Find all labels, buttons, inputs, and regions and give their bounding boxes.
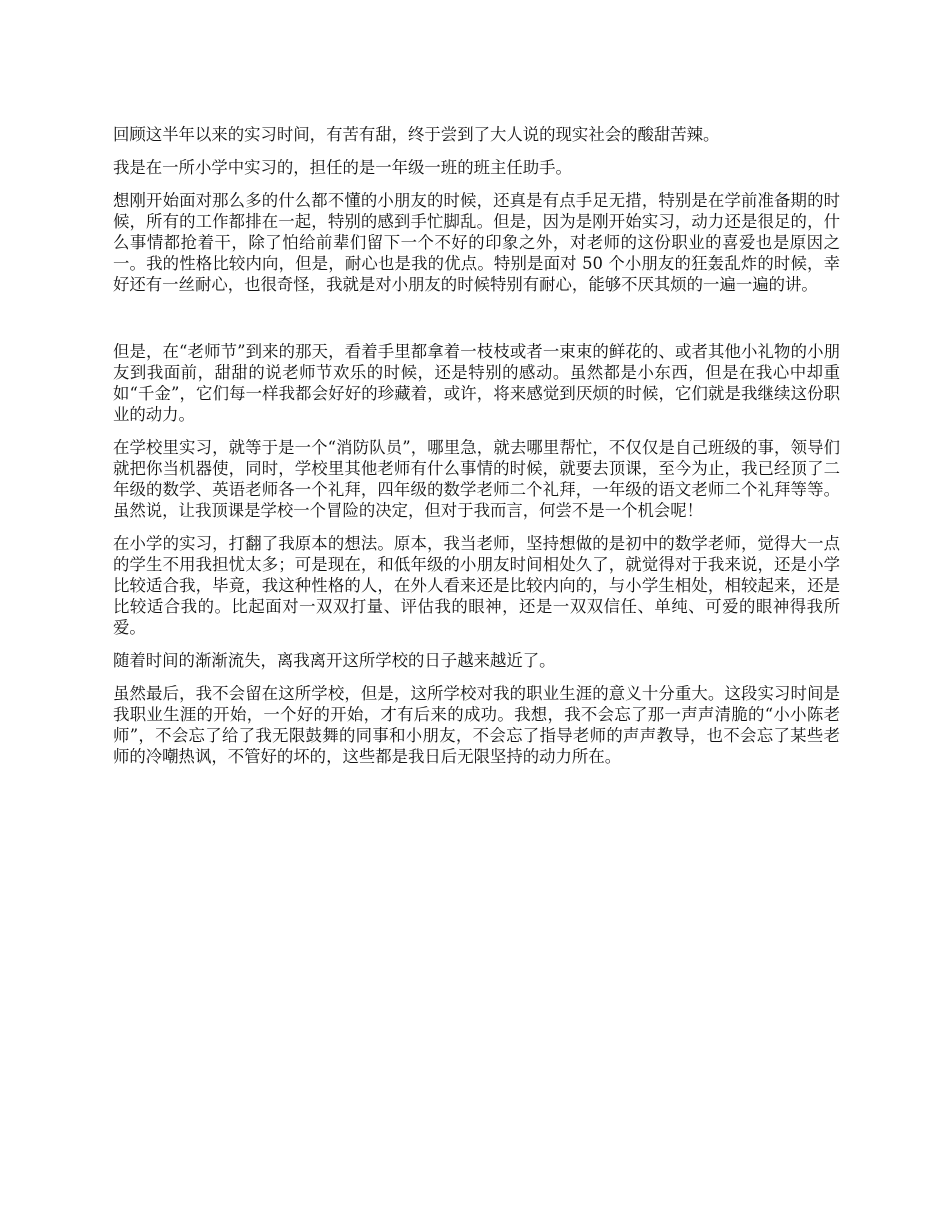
paragraph-conclusion: 虽然最后，我不会留在这所学校，但是，这所学校对我的职业生涯的意义十分重大。这段实习时间是我职业生涯的开始，一个好的开始，才有后来的成功。我想，我不会忘了那一声声清脆的“小小陈老师”，不会忘了给了我无限鼓舞的同事和小朋友，不会忘了指导老师的声声教导，也不会忘了某些老师的冷嘲热讽，不管好的坏的，这些都是我日后无限坚持的动力所在。 bbox=[113, 684, 840, 766]
paragraph-teachers-day: 但是，在“老师节”到来的那天，看着手里都拿着一枝枝或者一束束的鲜花的、或者其他小礼物的小朋友到我面前，甜甜的说老师节欢乐的时候，还是特别的感动。虽然都是小东西，但是在我心中却重如“千金”，它们每一样我都会好好的珍藏着，或许，将来感觉到厌烦的时候，它们就是我继续这份职业的动力。 bbox=[113, 342, 840, 424]
paragraph-intro: 回顾这半年以来的实习时间，有苦有甜，终于尝到了大人说的现实社会的酸甜苦辣。 bbox=[113, 125, 720, 144]
paragraph-spacer bbox=[113, 307, 840, 341]
paragraph-beginning: 想刚开始面对那么多的什么都不懂的小朋友的时候，还真是有点手足无措，特别是在学前准备期的时候，所有的工作都排在一起，特别的感到手忙脚乱。但是，因为是刚开始实习，动力还是很足的，什么事情都抢着干，除了怕给前辈们留下一个不好的印象之外，对老师的这份职业的喜爱也是原因之一。我的性格比较内向，但是，耐心也是我的优点。特别是面对 50 个小朋友的狂轰乱炸的时候，幸好还有一丝耐心，也很奇怪，我就是对小朋友的时候特别有耐心，能够不厌其烦的一遍一遍的讲。 bbox=[113, 191, 840, 294]
paragraph-school: 我是在一所小学中实习的，担任的是一年级一班的班主任助手。 bbox=[113, 158, 572, 177]
paragraph-substitute-teaching: 在学校里实习，就等于是一个“消防队员”，哪里急，就去哪里帮忙，不仅仅是自己班级的事，领导们就把你当机器使，同时，学校里其他老师有什么事情的时候，就要去顶课，至今为止，我已经顶了二年级的数学、英语老师各一个礼拜，四年级的数学老师二个礼拜，一年级的语文老师二个礼拜等等。虽然说，让我顶课是学校一个冒险的决定，但对于我而言，何尝不是一个机会呢！ bbox=[113, 438, 840, 520]
paragraph-change-of-mind: 在小学的实习，打翻了我原本的想法。原本，我当老师，坚持想做的是初中的数学老师，觉得大一点的学生不用我担忧太多；可是现在，和低年级的小朋友时间相处久了，就觉得对于我来说，还是小学比较适合我，毕竟，我这种性格的人，在外人看来还是比较内向的，与小学生相处，相较起来，还是比较适合我的。比起面对一双双打量、评估我的眼神，还是一双双信任、单纯、可爱的眼神得我所爱。 bbox=[113, 534, 840, 637]
document-body bbox=[113, 124, 840, 779]
paragraph-time-passing: 随着时间的渐渐流失，离我离开这所学校的日子越来越近了。 bbox=[113, 651, 556, 670]
